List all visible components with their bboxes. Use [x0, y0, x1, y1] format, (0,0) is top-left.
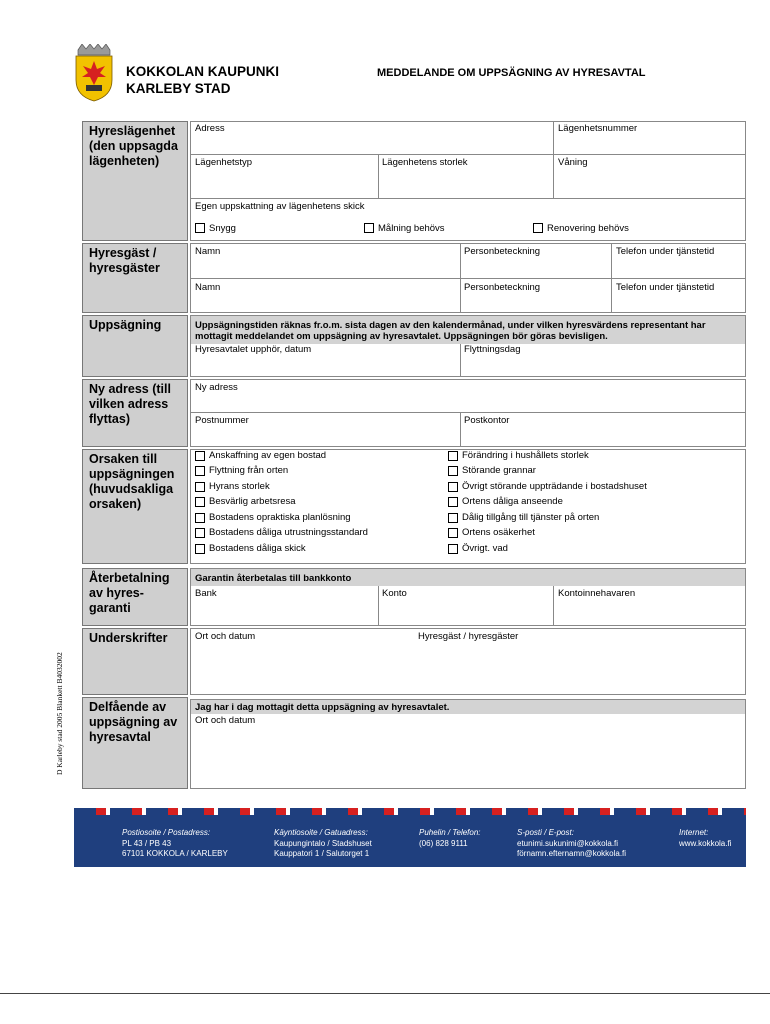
- deposit-heading: Garantin återbetalas till bankkonto: [195, 573, 352, 584]
- reason-commute: Besvärlig arbetsresa: [209, 496, 296, 507]
- termination-notice: Uppsägningstiden räknas fr.o.m. sista dagen av den kalendermånad, under vilken hyresvärdens representant har mottagit meddelandet om uppsägning av hyresavtalet. Uppsägningen bör göras bevisligen.: [195, 320, 706, 342]
- footer-bar: [74, 815, 746, 867]
- tenant1-phone-label[interactable]: Telefon under tjänstetid: [616, 246, 715, 257]
- reason-condition: Bostadens dåliga skick: [209, 543, 306, 554]
- checkbox-reason-disturbance[interactable]: [448, 482, 458, 492]
- checkbox-paint[interactable]: [364, 223, 374, 233]
- checkbox-reason-own-home[interactable]: [195, 451, 205, 461]
- footer-email-2[interactable]: förnamn.efternamn@kokkola.fi: [517, 849, 627, 858]
- footer-stripe: [74, 808, 746, 815]
- new-address-label[interactable]: Ny adress: [195, 382, 238, 393]
- apartment-number-label[interactable]: Lägenhetsnummer: [558, 123, 638, 134]
- checkbox-reason-equipment[interactable]: [195, 528, 205, 538]
- footer-email-1[interactable]: etunimi.sukunimi@kokkola.fi: [517, 839, 619, 848]
- reason-other: Övrigt. vad: [462, 543, 508, 554]
- option-good: Snygg: [209, 223, 236, 234]
- reason-equipment: Bostadens dåliga utrustningsstandard: [209, 527, 368, 538]
- section-label-signatures: Underskrifter: [82, 628, 188, 695]
- signature-tenants-label[interactable]: Hyresgäst / hyresgäster: [418, 631, 519, 642]
- footer-postal-2: 67101 KOKKOLA / KARLEBY: [122, 849, 228, 858]
- checkbox-good[interactable]: [195, 223, 205, 233]
- reason-neighbours: Störande grannar: [462, 465, 536, 476]
- tenant2-name-label[interactable]: Namn: [195, 282, 221, 293]
- new-address-box: [190, 379, 746, 447]
- receipt-place-date-label[interactable]: Ort och datum: [195, 715, 256, 726]
- org-name-sv: KARLEBY STAD: [126, 81, 231, 96]
- signature-place-date-label[interactable]: Ort och datum: [195, 631, 256, 642]
- footer-email-label: S-posti / E-post:: [517, 828, 574, 837]
- reason-insecurity: Ortens osäkerhet: [462, 527, 535, 538]
- section-label-receipt: Delfående av uppsägning av hyresavtal: [82, 697, 188, 789]
- post-office-label[interactable]: Postkontor: [464, 415, 510, 426]
- org-name-fi: KOKKOLAN KAUPUNKI: [126, 64, 279, 79]
- footer-web[interactable]: www.kokkola.fi: [679, 839, 732, 848]
- tenant2-phone-label[interactable]: Telefon under tjänstetid: [616, 282, 715, 293]
- checkbox-reason-layout[interactable]: [195, 513, 205, 523]
- condition-label: Egen uppskattning av lägenhetens skick: [195, 201, 365, 212]
- footer-visit-2: Kauppatori 1 / Salutorget 1: [274, 849, 370, 858]
- section-label-termination: Uppsägning: [82, 315, 188, 377]
- tenant2-pid-label[interactable]: Personbeteckning: [464, 282, 541, 293]
- reason-own-home: Anskaffning av egen bostad: [209, 450, 327, 461]
- reason-moving: Flyttning från orten: [209, 465, 289, 476]
- checkbox-reason-reputation[interactable]: [448, 497, 458, 507]
- reason-rent: Hyrans storlek: [209, 481, 270, 492]
- section-label-deposit: Återbetalning av hyres-garanti: [82, 568, 188, 626]
- tenant1-name-label[interactable]: Namn: [195, 246, 221, 257]
- footer-web-label: Internet:: [679, 828, 709, 837]
- checkbox-reason-other[interactable]: [448, 544, 458, 554]
- side-form-code: D Karleby stad 2005 Blankett B4032002: [55, 652, 64, 775]
- account-label[interactable]: Konto: [382, 588, 407, 599]
- reason-household: Förändring i hushållets storlek: [462, 450, 589, 461]
- receipt-text: Jag har i dag mottagit detta uppsägning av hyresavtalet.: [195, 702, 450, 713]
- form-title: MEDDELANDE OM UPPSÄGNING AV HYRESAVTAL: [377, 67, 646, 79]
- checkbox-reason-insecurity[interactable]: [448, 528, 458, 538]
- address-label[interactable]: Adress: [195, 123, 225, 134]
- footer-phone: (06) 828 9111: [419, 839, 468, 848]
- move-date-label[interactable]: Flyttningsdag: [464, 344, 521, 355]
- end-date-label[interactable]: Hyresavtalet upphör, datum: [195, 344, 312, 355]
- reason-disturbance: Övrigt störande uppträdande i bostadshuset: [462, 481, 647, 492]
- bank-label[interactable]: Bank: [195, 588, 217, 599]
- footer-visit-1: Kaupungintalo / Stadshuset: [274, 839, 372, 848]
- option-renovation: Renovering behövs: [547, 223, 629, 234]
- postcode-label[interactable]: Postnummer: [195, 415, 249, 426]
- tenant1-pid-label[interactable]: Personbeteckning: [464, 246, 541, 257]
- section-label-new-address: Ny adress (till vilken adress flyttas): [82, 379, 188, 447]
- checkbox-reason-household[interactable]: [448, 451, 458, 461]
- section-label-apartment: Hyreslägenhet (den uppsagda lägenheten): [82, 121, 188, 241]
- apartment-type-label[interactable]: Lägenhetstyp: [195, 157, 253, 168]
- checkbox-renovation[interactable]: [533, 223, 543, 233]
- footer-visit-label: Käyntiosoite / Gatuadress:: [274, 828, 368, 837]
- checkbox-reason-commute[interactable]: [195, 497, 205, 507]
- reason-layout: Bostadens opraktiska planlösning: [209, 512, 351, 523]
- bottom-rule: [0, 993, 770, 994]
- floor-label[interactable]: Våning: [558, 157, 588, 168]
- section-label-reason: Orsaken till uppsägningen (huvudsakliga orsaken): [82, 449, 188, 564]
- footer-postal-1: PL 43 / PB 43: [122, 839, 172, 848]
- footer-postal-label: Postiosoite / Postadress:: [122, 828, 211, 837]
- checkbox-reason-neighbours[interactable]: [448, 466, 458, 476]
- checkbox-reason-services[interactable]: [448, 513, 458, 523]
- checkbox-reason-condition[interactable]: [195, 544, 205, 554]
- apartment-box: [190, 121, 746, 241]
- city-crest-icon: [72, 44, 116, 102]
- checkbox-reason-moving[interactable]: [195, 466, 205, 476]
- option-paint: Målning behövs: [378, 223, 445, 234]
- footer-phone-label: Puhelin / Telefon:: [419, 828, 481, 837]
- apartment-size-label[interactable]: Lägenhetens storlek: [382, 157, 468, 168]
- reason-services: Dålig tillgång till tjänster på orten: [462, 512, 600, 523]
- reason-reputation: Ortens dåliga anseende: [462, 496, 563, 507]
- section-label-tenant: Hyresgäst / hyresgäster: [82, 243, 188, 313]
- account-holder-label[interactable]: Kontoinnehavaren: [558, 588, 636, 599]
- checkbox-reason-rent[interactable]: [195, 482, 205, 492]
